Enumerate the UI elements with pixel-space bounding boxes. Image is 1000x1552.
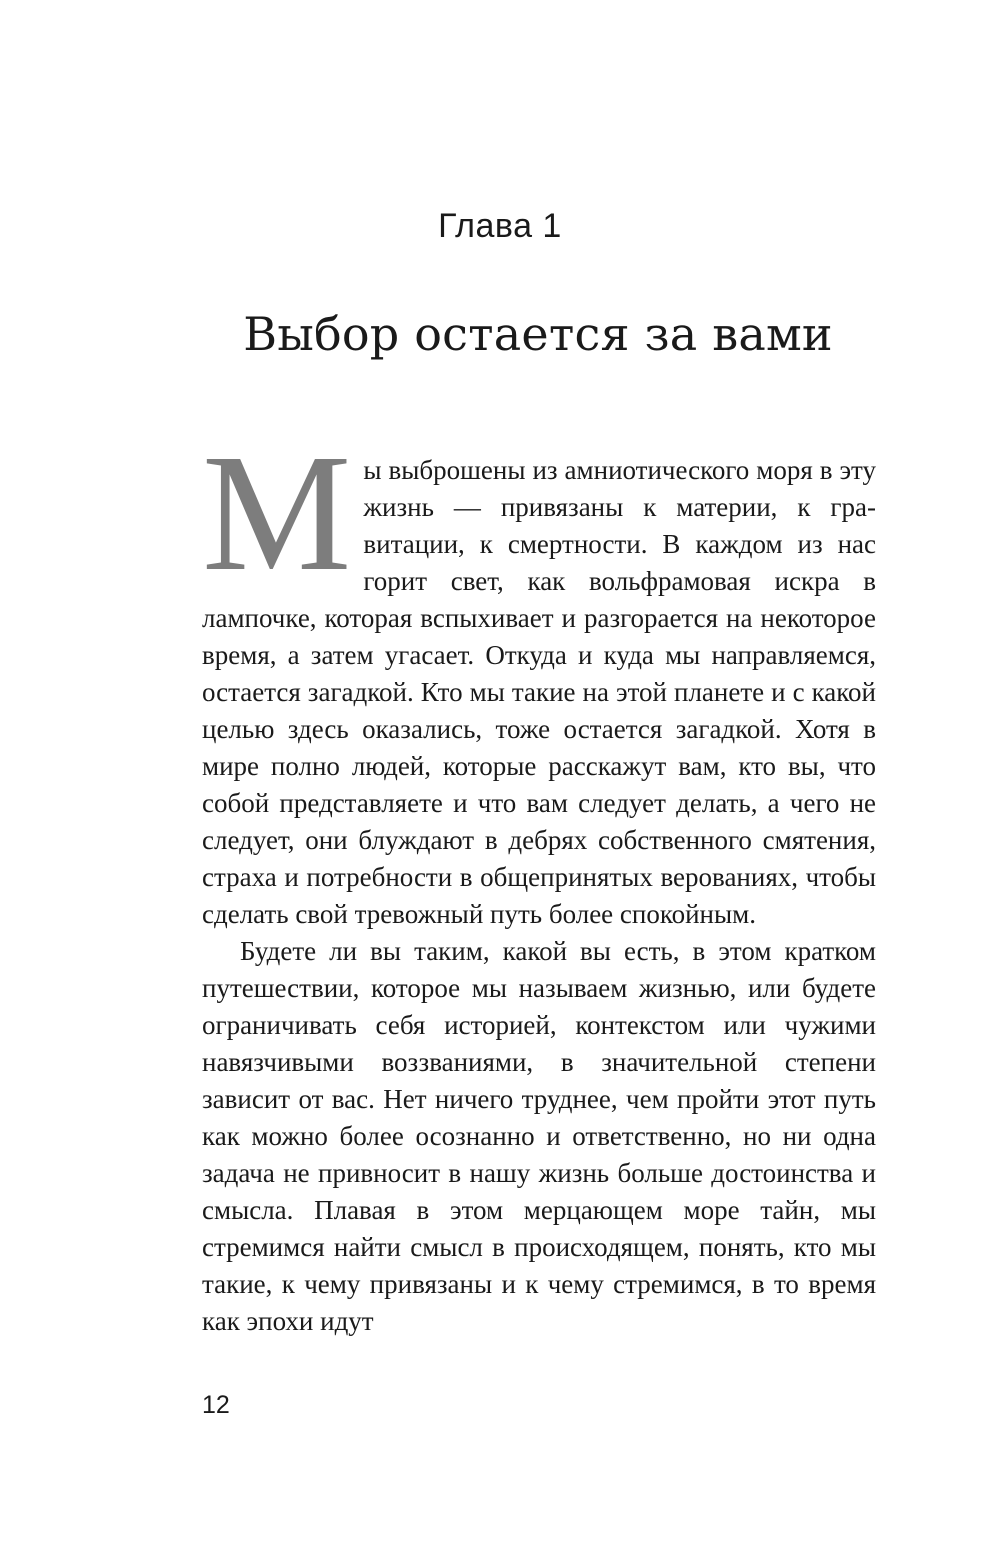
paragraph-1: [202, 420, 876, 933]
page-number: 12: [202, 1391, 230, 1419]
chapter-label: Глава 1: [438, 207, 562, 245]
drop-cap-letter: М: [202, 420, 352, 606]
paragraph-1-text: ы выброшены из амниотического моря в эту жизнь — привязаны к материи, к гравитации, к смертности. В каждом из нас горит свет, как вольфрамовая искра в лампочке, которая вспыхивает и разгорается на некоторое время, а затем угасает. Откуда и куда мы направляемся, остается загадкой. Кто мы такие на этой планете и с какой целью здесь оказались, тоже остается загадкой. Хотя в мире полно людей, которые расскажут вам, кто вы, что собой представляете и что вам следует делать, а чего не следует, они блуждают в дебрях собственного смятения, страха и потребности в общепринятых верованиях, чтобы сделать свой тревожный путь более спокойным.: [202, 455, 876, 929]
chapter-title: Выбор остается за вами: [243, 307, 833, 361]
paragraph-2: Будете ли вы таким, какой вы есть, в этом кратком путешествии, которое мы называем жизнью, или будете ограничивать себя историей, контекстом или чужими навязчивыми воззваниями, в значительной степени зависит от вас. Нет ничего труднее, чем пройти этот путь как можно более осознанно и ответственно, но ни одна задача не привносит в нашу жизнь больше достоинства и смысла. Плавая в этом мерцающем море тайн, мы стремимся найти смысл в происходящем, понять, кто мы такие, к чему привязаны и к чему стремимся, в то время как эпохи идут: [202, 936, 876, 1336]
body-text: [202, 420, 876, 1340]
